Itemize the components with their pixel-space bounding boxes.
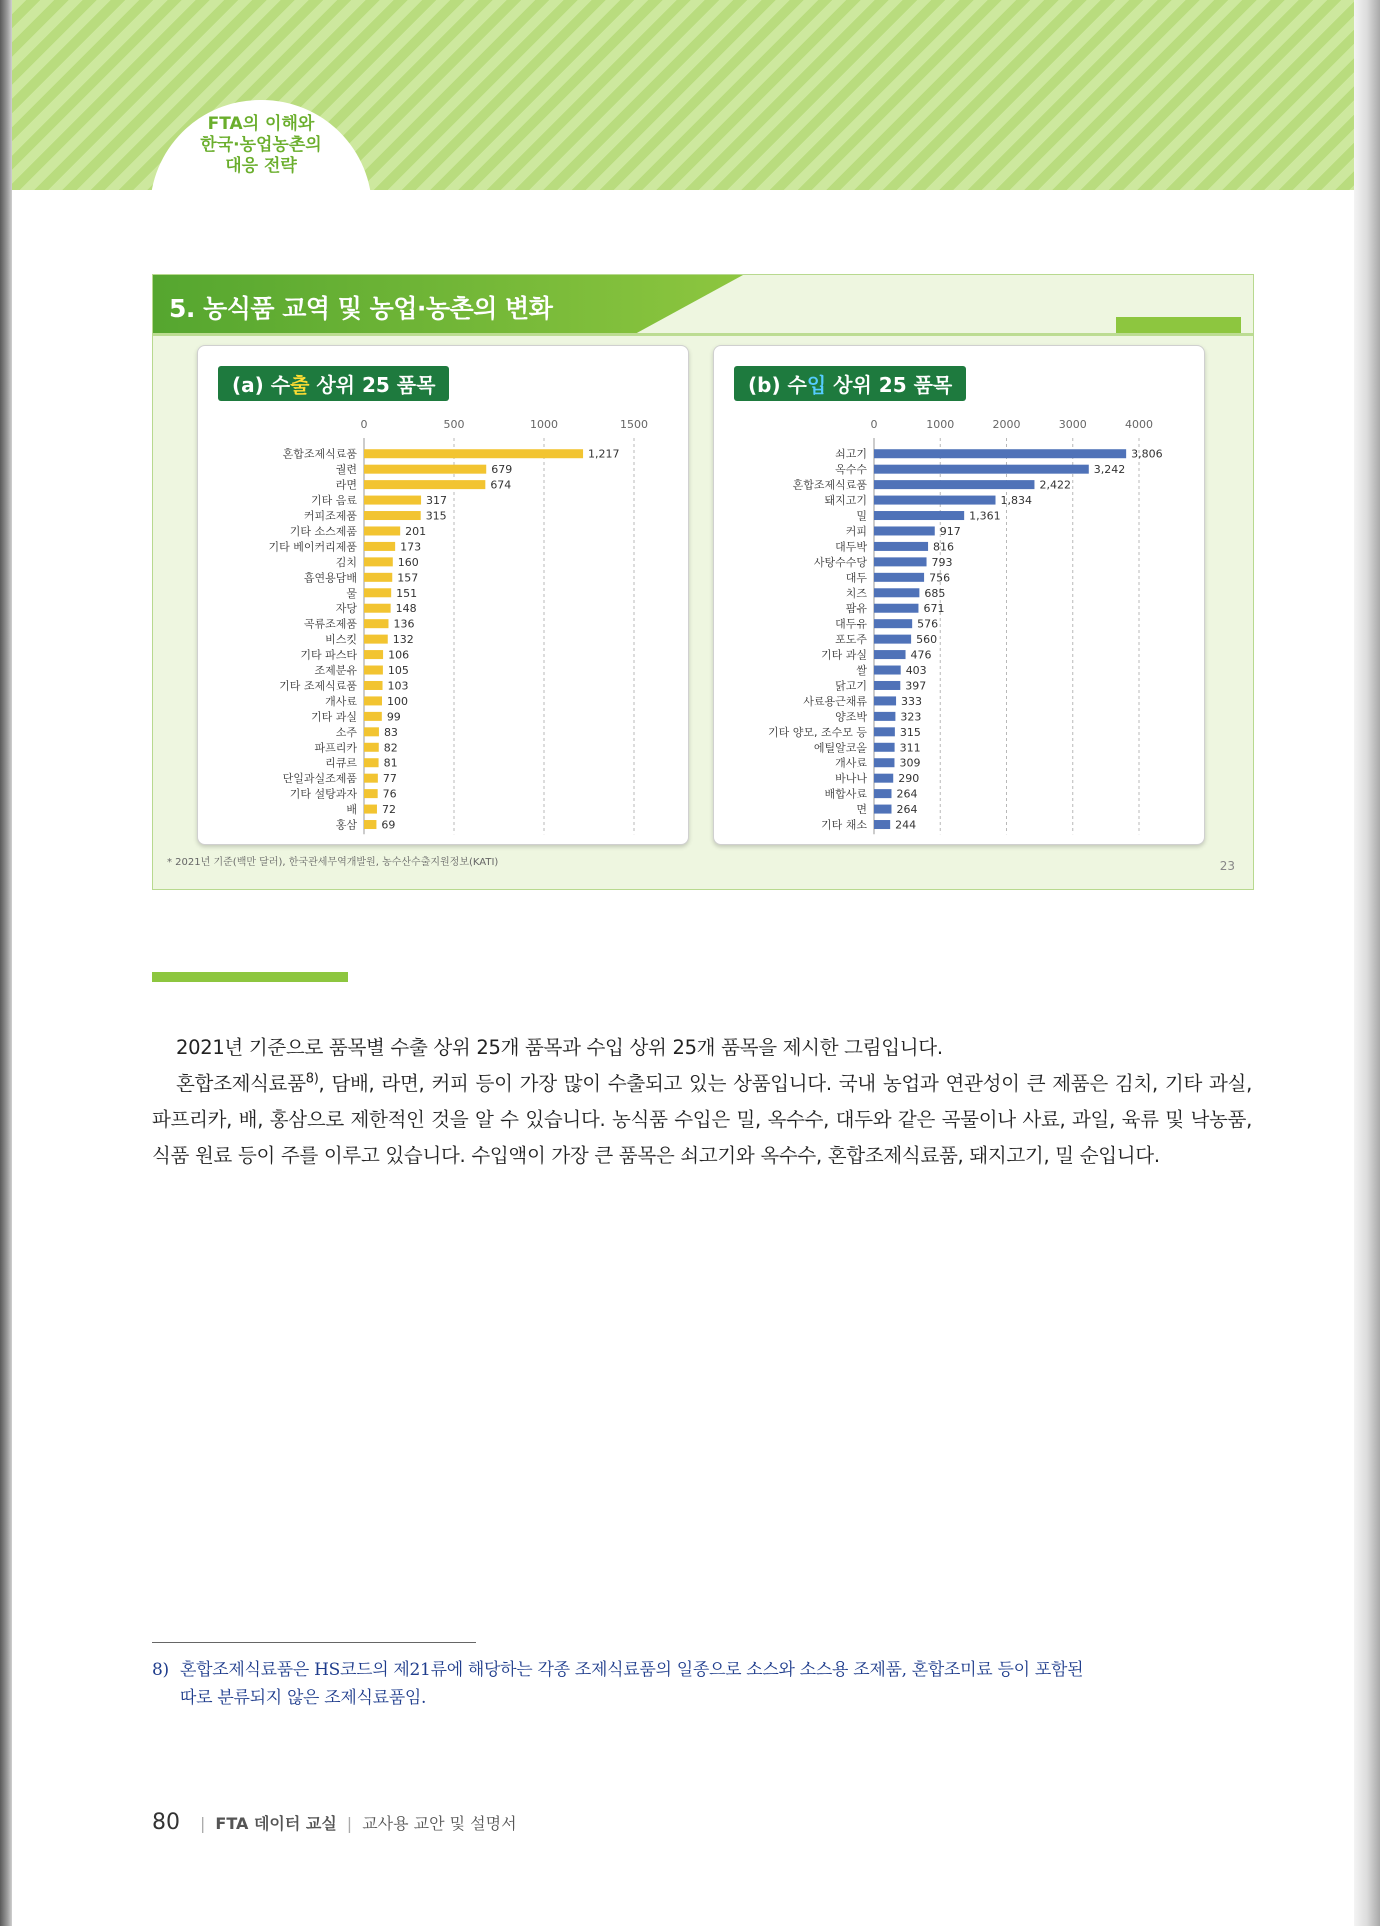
bar-value-label: 333 (901, 694, 923, 708)
bar-value-label: 3,806 (1131, 447, 1163, 461)
bar-value-label: 157 (397, 571, 419, 585)
category-label: 사료용근채류 (803, 694, 867, 708)
category-label: 홍삼 (335, 818, 357, 832)
bar (364, 588, 391, 597)
bar (364, 635, 388, 644)
bar (874, 681, 900, 690)
category-label: 비스킷 (325, 633, 357, 647)
category-label: 단일과실조제품 (282, 772, 357, 786)
bar-value-label: 793 (931, 555, 953, 569)
page-number: 80 (152, 1810, 180, 1835)
bar (874, 573, 924, 582)
bar (874, 449, 1126, 458)
bar-value-label: 309 (899, 756, 921, 770)
footnote (152, 1656, 1252, 1712)
bar (364, 465, 486, 474)
bar (364, 449, 583, 458)
book-spine-shadow (0, 0, 12, 1926)
chapter-tab-line-2: 한국·농업농촌의 (200, 135, 322, 155)
bar (364, 727, 379, 736)
bar (364, 696, 382, 705)
axis-tick-label: 0 (870, 418, 878, 431)
bar (364, 789, 378, 798)
bar-value-label: 576 (917, 617, 939, 631)
bar-value-label: 264 (896, 803, 918, 817)
bar-value-label: 674 (490, 478, 512, 492)
bar (364, 511, 421, 520)
bar-value-label: 290 (898, 772, 920, 786)
export-bar-chart (198, 346, 688, 844)
category-label: 면 (856, 803, 867, 817)
category-label: 배합사료 (824, 787, 867, 801)
category-label: 쌀 (856, 664, 867, 678)
bar (874, 619, 912, 628)
category-label: 흡연용담배 (303, 571, 357, 585)
category-label: 기타 과실 (820, 648, 867, 662)
category-label: 기타 조제식료품 (279, 679, 357, 693)
bar (874, 696, 896, 705)
bar-value-label: 1,361 (969, 509, 1001, 523)
bar (364, 619, 388, 628)
bar (874, 635, 911, 644)
bar-value-label: 679 (491, 463, 513, 477)
bar-value-label: 317 (426, 494, 448, 508)
slide-source-note: * 2021년 기준(백만 달러), 한국관세무역개발원, 농수산수출지원정보(KATI) (167, 857, 499, 868)
bar (874, 789, 891, 798)
bar (364, 805, 377, 814)
bar-value-label: 917 (939, 524, 961, 538)
import-title-suffix: 상위 25 품목 (826, 373, 953, 397)
category-label: 개사료 (835, 756, 867, 770)
category-label: 기타 양모, 조수모 등 (768, 725, 867, 739)
bar-value-label: 244 (895, 818, 917, 832)
bar-value-label: 397 (905, 679, 927, 693)
category-label: 대두유 (835, 617, 867, 631)
bar-value-label: 403 (905, 664, 927, 678)
body-paragraph-1: 2021년 기준으로 품목별 수출 상위 25개 품목과 수입 상위 25개 품목을 제시한 그림입니다. (176, 1036, 943, 1059)
slide-title-underline (153, 333, 1253, 336)
category-label: 기타 과실 (310, 710, 357, 724)
bar (364, 774, 378, 783)
bar-value-label: 100 (387, 694, 408, 708)
bar-value-label: 81 (383, 756, 398, 770)
bar-value-label: 671 (923, 602, 945, 616)
bar (874, 727, 895, 736)
category-label: 대두박 (835, 540, 867, 554)
bar-value-label: 560 (916, 633, 938, 647)
footnote-line-2: 따로 분류되지 않은 조제식료품임. (180, 1688, 427, 1708)
bar-value-label: 77 (382, 772, 397, 786)
bar (364, 542, 395, 551)
axis-tick-label: 500 (443, 418, 465, 431)
body-p2-rest: , 담배, 라면, 커피 등이 가장 많이 수출되고 있는 상품입니다. 국내 농업과 연관성이 큰 제품은 김치, 기타 과실, 파프리카, 배, 홍삼으로 제한적인 것을 알 수 있습니다. 농식품 수입은 밀, 옥수수, 대두와 같은 곡물이나 사료, 과일, 육류 및 낙농품, 식품 원료 등이 주를 이루고 있습니다. 수입액이 가장 큰 품목은 쇠고기와 옥수수, 혼합조제식료품, 돼지고기, 밀 순입니다. (152, 1072, 1252, 1167)
bar (874, 526, 935, 535)
bar (874, 666, 901, 675)
category-label: 커피조제품 (303, 509, 357, 523)
category-label: 커피 (845, 524, 867, 538)
category-label: 자당 (335, 602, 357, 616)
category-label: 바나나 (835, 772, 867, 786)
bar (364, 573, 392, 582)
export-title-suffix: 상위 25 품목 (309, 373, 436, 397)
bar-value-label: 315 (425, 509, 447, 523)
category-label: 배 (346, 803, 357, 817)
bar-value-label: 311 (899, 741, 921, 755)
bar (364, 743, 379, 752)
footer-book-title: FTA 데이터 교실 (215, 1814, 337, 1833)
bar-value-label: 1,217 (588, 447, 620, 461)
bar-value-label: 69 (381, 818, 396, 832)
axis-tick-label: 4000 (1125, 418, 1153, 431)
bar (364, 666, 383, 675)
category-label: 곡류조제품 (303, 617, 357, 631)
bar-value-label: 264 (896, 787, 918, 801)
category-label: 대두 (845, 571, 867, 585)
import-title-prefix: (b) 수 (748, 373, 807, 397)
chapter-tab (150, 100, 372, 230)
category-label: 리큐르 (325, 756, 357, 770)
bar (874, 465, 1089, 474)
bar-value-label: 323 (900, 710, 922, 724)
footnote-text-1: 혼합조제식료품은 HS코드의 제21류에 해당하는 각종 조제식료품의 일종으로 소스와 소스용 조제품, 혼합조미료 등이 포함된 (180, 1660, 1084, 1680)
bar (874, 743, 895, 752)
bar (364, 604, 391, 613)
category-label: 김치 (335, 555, 357, 569)
bar-value-label: 201 (405, 524, 427, 538)
axis-tick-label: 2000 (992, 418, 1021, 431)
footnote-mark: 8) (152, 1660, 169, 1680)
body-p2-start: 혼합조제식료품 (176, 1072, 306, 1095)
category-label: 기타 베이커리제품 (268, 540, 357, 554)
bar-value-label: 99 (386, 710, 401, 724)
category-label: 기타 파스타 (300, 648, 357, 662)
bar-value-label: 72 (381, 803, 396, 817)
bar (874, 542, 928, 551)
import-bar-chart (714, 346, 1204, 844)
bar (364, 820, 376, 829)
axis-tick-label: 1500 (620, 418, 648, 431)
category-label: 소주 (335, 725, 357, 739)
slide-figure (152, 274, 1254, 890)
bar-value-label: 148 (395, 602, 417, 616)
export-title-prefix: (a) 수 (232, 373, 291, 397)
bar (874, 774, 893, 783)
chapter-tab-line-3: 대응 전략 (225, 156, 297, 176)
bar-value-label: 476 (910, 648, 932, 662)
category-label: 쇠고기 (835, 447, 867, 461)
page-edge-shadow (1354, 0, 1380, 1926)
category-label: 양조박 (835, 710, 867, 724)
category-label: 개사료 (325, 694, 357, 708)
bar (874, 758, 894, 767)
footnote-reference[interactable]: 8) (305, 1071, 319, 1087)
export-chart-panel (197, 345, 689, 845)
body-text (152, 1030, 1252, 1174)
bar-value-label: 2,422 (1039, 478, 1071, 492)
bar (364, 526, 400, 535)
bar-value-label: 816 (933, 540, 955, 554)
bar (874, 557, 927, 566)
category-label: 밀 (856, 509, 867, 523)
footer-separator-2: | (346, 1814, 353, 1833)
footer-separator-1: | (200, 1814, 206, 1833)
bar-value-label: 173 (400, 540, 422, 554)
bar-value-label: 103 (387, 679, 409, 693)
export-title-highlight: 출 (290, 373, 310, 397)
bar (874, 511, 964, 520)
bar (364, 681, 383, 690)
axis-tick-label: 0 (360, 418, 368, 431)
axis-tick-label: 3000 (1058, 418, 1087, 431)
chapter-tab-text (150, 114, 372, 177)
slide-title: 5. 농식품 교역 및 농업·농촌의 변화 (169, 294, 553, 323)
bar (874, 712, 895, 721)
category-label: 기타 채소 (820, 818, 867, 832)
category-label: 파프리카 (314, 741, 357, 755)
bar (874, 480, 1034, 489)
bar-value-label: 105 (387, 664, 409, 678)
bar (874, 604, 918, 613)
category-label: 기타 소스제품 (289, 524, 357, 538)
category-label: 옥수수 (835, 463, 867, 477)
category-label: 라면 (335, 478, 357, 492)
body-paragraph-2 (152, 1066, 1252, 1174)
bar (364, 480, 485, 489)
bar-value-label: 160 (397, 555, 419, 569)
bar (364, 758, 379, 767)
bar-value-label: 1,834 (1000, 494, 1033, 508)
bar-value-label: 151 (396, 586, 418, 600)
category-label: 사탕수수당 (813, 555, 867, 569)
bar (874, 588, 919, 597)
footnote-rule (152, 1642, 476, 1643)
category-label: 돼지고기 (824, 494, 867, 508)
category-label: 조제분유 (314, 664, 357, 678)
category-label: 혼합조제식료품 (282, 447, 357, 461)
category-label: 팜유 (845, 602, 867, 616)
page-footer (152, 1810, 517, 1835)
section-accent-rule (152, 972, 348, 982)
import-title-highlight: 입 (806, 373, 827, 397)
chapter-tab-line-1: FTA의 이해와 (207, 114, 315, 134)
slide-number: 23 (1219, 859, 1235, 873)
bar (874, 496, 996, 505)
category-label: 치즈 (845, 586, 867, 600)
category-label: 궐련 (335, 463, 357, 477)
category-label: 에틸알코올 (813, 741, 867, 755)
bar-value-label: 685 (924, 586, 946, 600)
bar-value-label: 106 (388, 648, 410, 662)
category-label: 포도주 (835, 633, 867, 647)
bar-value-label: 3,242 (1093, 463, 1126, 477)
bar-value-label: 315 (899, 725, 921, 739)
slide-corner-bar (1116, 317, 1241, 333)
bar (364, 712, 382, 721)
bar (364, 496, 421, 505)
category-label: 혼합조제식료품 (792, 478, 867, 492)
footnote-line-1 (152, 1656, 1252, 1684)
axis-tick-label: 1000 (530, 418, 558, 431)
bar (874, 820, 890, 829)
bar-value-label: 83 (383, 725, 398, 739)
bar (364, 650, 383, 659)
category-label: 기타 음료 (310, 494, 357, 508)
bar-value-label: 756 (929, 571, 951, 585)
footer-subtitle: 교사용 교안 및 설명서 (362, 1814, 517, 1833)
category-label: 기타 설탕과자 (289, 787, 357, 801)
category-label: 닭고기 (835, 679, 867, 693)
axis-tick-label: 1000 (926, 418, 955, 431)
bar (364, 557, 393, 566)
bar-value-label: 136 (393, 617, 415, 631)
bar-value-label: 132 (392, 633, 414, 647)
category-label: 물 (346, 586, 357, 600)
bar-value-label: 82 (383, 741, 398, 755)
bar-value-label: 76 (382, 787, 397, 801)
import-chart-panel (713, 345, 1205, 845)
bar (874, 650, 906, 659)
bar (874, 805, 891, 814)
